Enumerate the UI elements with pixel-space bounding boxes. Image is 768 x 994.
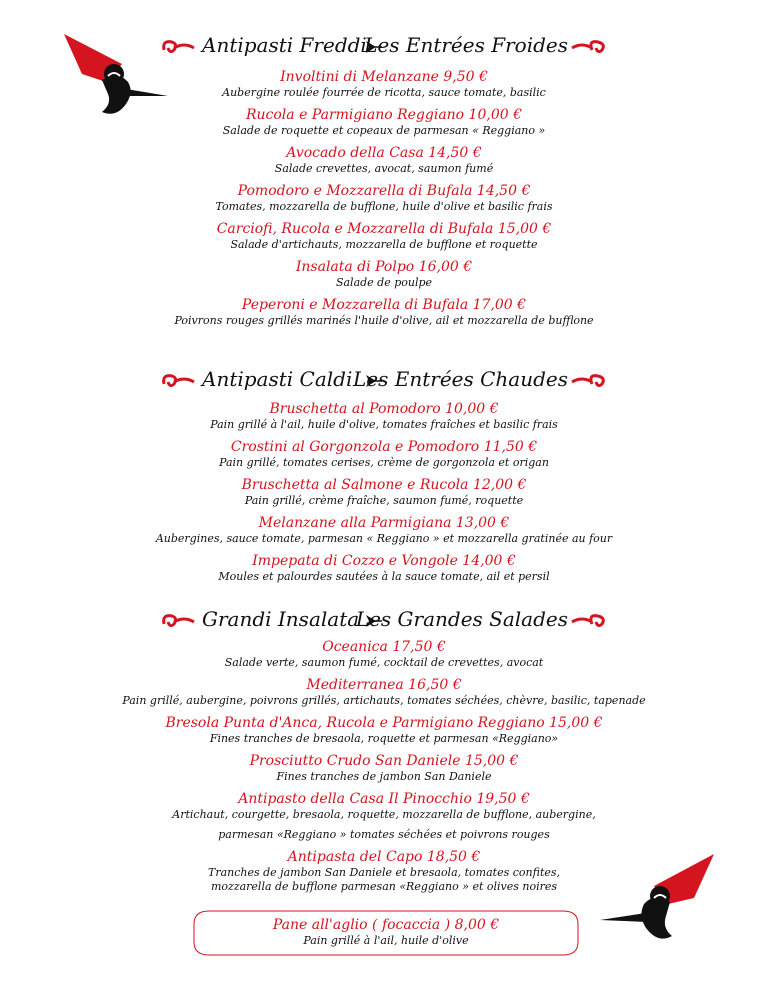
menu-item	[0, 258, 768, 290]
item-name: Bresola Punta d'Anca, Rucola e Parmigiano Reggiano 15,00 €	[165, 715, 603, 731]
item-name: Mediterranea 16,50 €	[306, 677, 462, 693]
menu-list-antipasti-caldi	[0, 400, 768, 590]
menu-item	[0, 182, 768, 214]
item-desc: Salade d'artichauts, mozzarella de bufflone et roquette	[230, 238, 538, 251]
menu-item	[0, 714, 768, 746]
menu-item	[0, 68, 768, 100]
section-title-french: Les Grandes Salades	[355, 607, 568, 631]
item-name: Pomodoro e Mozzarella di Bufala 14,50 €	[237, 183, 531, 199]
menu-item	[0, 106, 768, 138]
item-name: Antipasto della Casa Il Pinocchio 19,50 €	[238, 791, 530, 807]
item-name: Rucola e Parmigiano Reggiano 10,00 €	[245, 107, 522, 123]
menu-item	[0, 790, 768, 842]
item-name: Avocado della Casa 14,50 €	[286, 145, 482, 161]
item-name: Involtini di Melanzane 9,50 €	[280, 69, 488, 85]
footer-item-desc: Pain grillé à l'ail, huile d'olive	[303, 934, 469, 947]
item-desc: Pain grillé, tomates cerises, crème de gorgonzola et origan	[219, 456, 549, 469]
item-desc: Artichaut, courgette, bresaola, roquette, mozzarella de bufflone, aubergine,	[172, 808, 596, 821]
item-desc: Poivrons rouges grillés marinés l'huile d'olive, ail et mozzarella de bufflone	[174, 314, 594, 327]
item-desc: Salade de poulpe	[335, 276, 433, 289]
menu-item	[0, 676, 768, 708]
menu-item	[0, 476, 768, 508]
menu-item	[0, 144, 768, 176]
section-header-antipasti-freddi	[0, 32, 768, 62]
flourish-icon	[570, 36, 606, 58]
flourish-icon	[160, 610, 196, 632]
item-name: Prosciutto Crudo San Daniele 15,00 €	[249, 753, 519, 769]
menu-item	[0, 438, 768, 470]
flourish-icon	[160, 36, 196, 58]
item-desc: Salade crevettes, avocat, saumon fumé	[274, 162, 494, 175]
item-name: Antipasta del Capo 18,50 €	[287, 849, 481, 865]
item-name: Peperoni e Mozzarella di Bufala 17,00 €	[241, 297, 527, 313]
item-desc: Moules et palourdes sautées à la sauce tomate, ail et persil	[218, 570, 550, 583]
flourish-icon	[570, 370, 606, 392]
section-title-italian: Antipasti Caldi	[202, 367, 353, 391]
section-title-french: Les Entrées Froides	[364, 33, 568, 57]
item-desc: Tomates, mozzarella de bufflone, huile d'olive et basilic frais	[215, 200, 553, 213]
item-name: Carciofi, Rucola e Mozzarella di Bufala 15,00 €	[216, 221, 552, 237]
menu-item	[0, 638, 768, 670]
section-header-antipasti-caldi	[0, 366, 768, 396]
item-name: Melanzane alla Parmigiana 13,00 €	[258, 515, 510, 531]
item-name: Impepata di Cozzo e Vongole 14,00 €	[252, 553, 516, 569]
item-desc: Pain grillé à l'ail, huile d'olive, tomates fraîches et basilic frais	[210, 418, 558, 431]
item-desc-continued: mozzarella de bufflone parmesan «Reggiano » et olives noires	[210, 880, 558, 893]
item-desc: Pain grillé, crème fraîche, saumon fumé, roquette	[244, 494, 524, 507]
menu-list-antipasti-freddi	[0, 68, 768, 334]
flourish-icon	[570, 610, 606, 632]
item-desc: Pain grillé, aubergine, poivrons grillés, artichauts, tomates séchées, chèvre, basilic, tapenade	[122, 694, 646, 707]
section-title-french: Les Entrées Chaudes	[353, 367, 568, 391]
item-name: Insalata di Polpo 16,00 €	[295, 259, 473, 275]
item-desc: Aubergines, sauce tomate, parmesan « Reggiano » et mozzarella gratinée au four	[155, 532, 613, 545]
section-title-italian: Antipasti Freddi	[202, 33, 367, 57]
menu-item	[0, 296, 768, 328]
flourish-icon	[160, 370, 196, 392]
footer-item	[193, 916, 579, 954]
menu-item	[0, 400, 768, 432]
menu-item	[0, 752, 768, 784]
item-name: Crostini al Gorgonzola e Pomodoro 11,50 €	[230, 439, 538, 455]
menu-list-grandi-insalata	[0, 638, 768, 900]
item-desc: Tranches de jambon San Daniele et bresaola, tomates confites,	[207, 866, 561, 879]
item-desc: Salade de roquette et copeaux de parmesan « Reggiano »	[222, 124, 546, 137]
item-name: Bruschetta al Pomodoro 10,00 €	[269, 401, 499, 417]
item-desc: Fines tranches de bresaola, roquette et parmesan «Reggiano»	[209, 732, 559, 745]
section-title-italian: Grandi Insalata	[202, 607, 360, 631]
menu-item	[0, 552, 768, 584]
item-desc: Salade verte, saumon fumé, cocktail de crevettes, avocat	[224, 656, 544, 669]
item-name: Oceanica 17,50 €	[322, 639, 446, 655]
item-desc: Fines tranches de jambon San Daniele	[276, 770, 492, 783]
section-header-grandi-insalata	[0, 606, 768, 636]
footer-item-name: Pane all'aglio ( focaccia ) 8,00 €	[272, 917, 500, 933]
item-name: Bruschetta al Salmone e Rucola 12,00 €	[241, 477, 527, 493]
menu-item	[0, 514, 768, 546]
menu-item	[0, 848, 768, 894]
menu-item	[0, 220, 768, 252]
item-desc: Aubergine roulée fourrée de ricotta, sauce tomate, basilic	[222, 86, 546, 99]
item-desc-continued: parmesan «Reggiano » tomates séchées et poivrons rouges	[218, 828, 550, 841]
